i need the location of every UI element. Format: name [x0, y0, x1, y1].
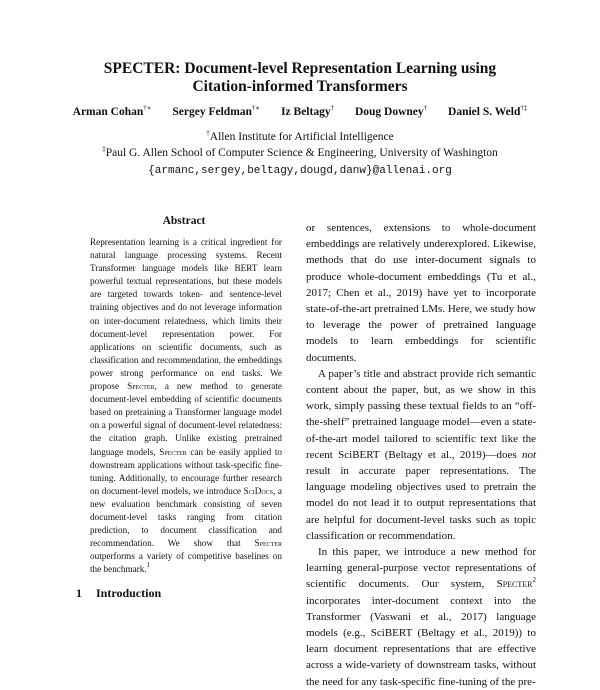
title-line-1: SPECTER: Document-level Representation Learning using	[103, 60, 497, 77]
abstract-body: Representation learning is a critical ingredient for natural language processing systems. Recent Transformer language models like BERT learn powerful textual representations, but these models are targeted towards token- and sentence-level training objectives and do not leverage information on inter-document relatedness, which limits their document-level representation power. For applications on scientific documents, such as classification and recommendation, the embeddings power strong performance on end tasks. We propose Specter, a new method to generate document-level embedding of scientific documents based on pretraining a Transformer language model on a powerful signal of document-level relatedness: the citation graph. Unlike existing pretrained language models, Specter can be easily applied to downstream applications without task-specific fine-tuning. Additionally, to encourage further research on document-level models, we introduce SciDocs, a new evaluation benchmark consisting of seven document-level tasks ranging from citation prediction, to document classification and recommendation. We show that Specter outperforms a variety of competitive baselines on the benchmark.$^1$	[90, 237, 283, 575]
paragraph-3: In this paper, we introduce a new method for learning general-purpose vector representations of scientific documents. Our system, Specter$^2$ incorporates inter-document context into the Transformer (Vaswani et al., 2017) language models (e.g., SciBERT (Beltagy et al., 2019)) to learn document representations that are effective across a wide-variety of downstream tasks, without the need for any task-specific fine-tuning of the pre-	[306, 546, 536, 688]
paragraph-2: A paper’s title and abstract provide rich semantic content about the paper, but, as we show in this work, simply passing these textual fields to an “off-the-shelf” pretrained language model—even a state-of-the-art model tailored to scientific text like the recent SciBERT (Beltagy et al., 2019)—does not result in accurate paper representations. The language modeling objectives used to pretrain the model do not lead it to output representations that are helpful for document-level tasks such as topic classification or recommendation.	[306, 367, 536, 542]
abstract-heading: Abstract	[162, 215, 206, 227]
affiliation-uw: ‡Paul G. Allen School of Computer Science & Engineering, University of Washington	[102, 145, 498, 159]
author: Sergey Feldman†∗	[172, 104, 261, 118]
affiliation-allen-institute: †Allen Institute for Artificial Intelligence	[206, 129, 394, 143]
paragraph-1: or sentences, extensions to whole-document embeddings are relatively underexplored. Likewise, methods that do use inter-document signals to produce whole-document embeddings (Tu et al., 2017; Chen et al., 2019) have yet to incorporate state-of-the-art pretrained LMs. Here, we study how to leverage the power of pretrained language models to learn embeddings for scientific documents.	[306, 222, 536, 364]
author: Daniel S. Weld†‡	[448, 104, 528, 118]
right-column	[306, 220, 536, 690]
author-emails: {armanc,sergey,beltagy,dougd,danw}@allenai.org	[148, 165, 452, 177]
paper-title	[0, 60, 600, 96]
title-line-2: Citation-informed Transformers	[192, 78, 408, 95]
author: Iz Beltagy†	[281, 104, 335, 118]
section-heading-introduction: 1 Introduction	[76, 586, 162, 600]
author: Arman Cohan†∗	[72, 104, 152, 118]
author: Doug Downey†	[354, 104, 428, 118]
author-list	[40, 106, 560, 118]
